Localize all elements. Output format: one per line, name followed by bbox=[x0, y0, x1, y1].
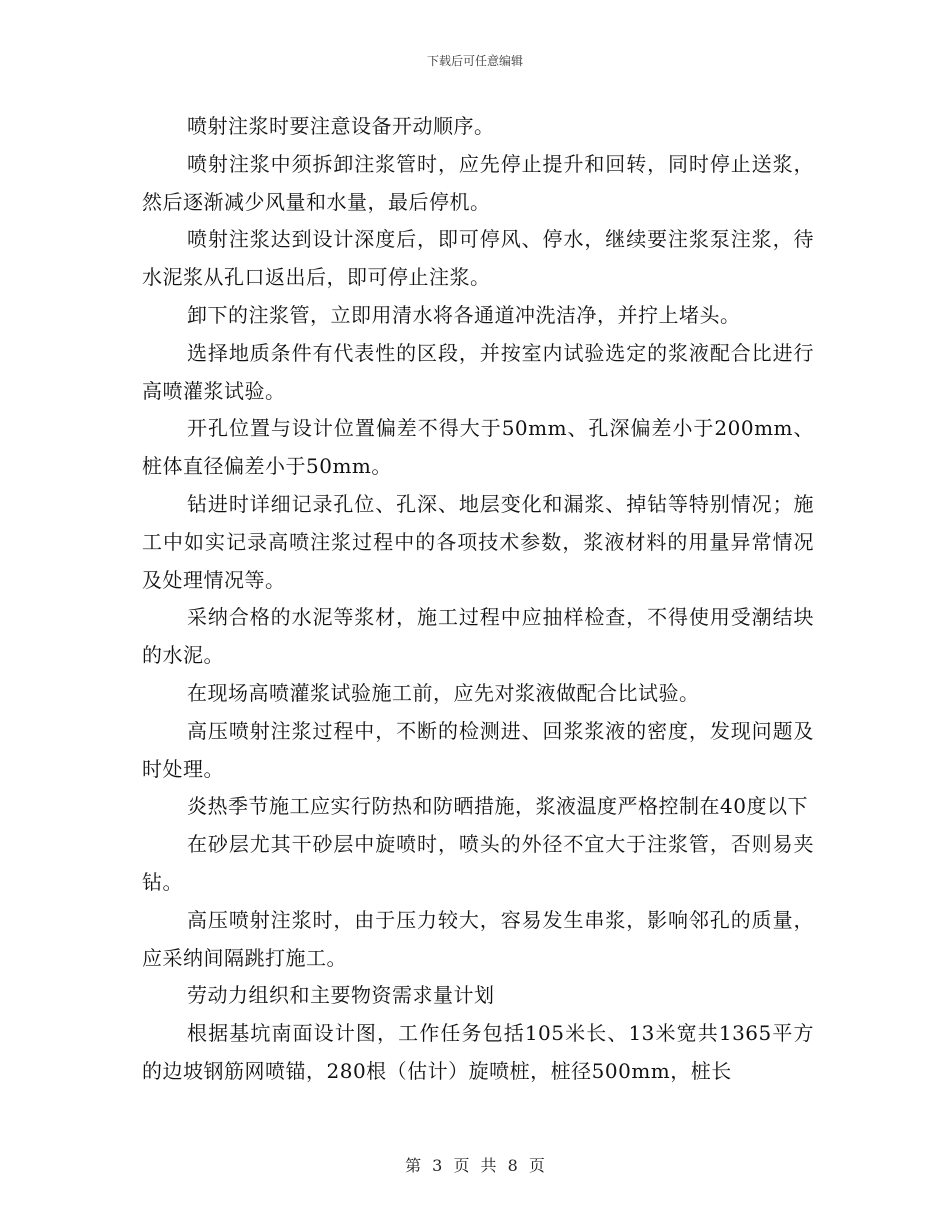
paragraph: 在现场高喷灌浆试验施工前，应先对浆液做配合比试验。 bbox=[187, 680, 700, 705]
paragraph: 喷射注浆中须拆卸注浆管时，应先停止提升和回转，同时停止送浆，然后逐渐减少风量和水量，最后停机。 bbox=[142, 151, 814, 214]
paragraph: 高压喷射注浆时，由于压力较大，容易发生串浆，影响邻孔的质量，应采纳间隔跳打施工。 bbox=[142, 907, 814, 970]
paragraph: 根据基坑南面设计图，工作任务包括105米长、13米宽共1365平方的边坡钢筋网喷锚，280根（估计）旋喷桩，桩径500mm，桩长 bbox=[142, 1021, 814, 1083]
paragraph: 卸下的注浆管，立即用清水将各通道冲洗洁净，并拧上堵头。 bbox=[187, 302, 741, 327]
paragraph: 钻进时详细记录孔位、孔深、地层变化和漏浆、掉钻等特别情况；施工中如实记录高喷注浆过程中的各项技术参数，浆液材料的用量异常情况及处理情况等。 bbox=[142, 491, 814, 592]
paragraph: 采纳合格的水泥等浆材，施工过程中应抽样检查，不得使用受潮结块的水泥。 bbox=[142, 605, 814, 668]
paragraph: 开孔位置与设计位置偏差不得大于50mm、孔深偏差小于200mm、桩体直径偏差小于50mm。 bbox=[142, 416, 814, 479]
section-heading: 劳动力组织和主要物资需求量计划 bbox=[187, 983, 495, 1008]
paragraph: 高压喷射注浆过程中，不断的检测进、回浆浆液的密度，发现问题及时处理。 bbox=[142, 718, 814, 781]
paragraph: 选择地质条件有代表性的区段，并按室内试验选定的浆液配合比进行高喷灌浆试验。 bbox=[142, 340, 814, 403]
paragraph: 喷射注浆时要注意设备开动顺序。 bbox=[187, 114, 495, 138]
paragraph: 在砂层尤其干砂层中旋喷时，喷头的外径不宜大于注浆管，否则易夹钻。 bbox=[142, 832, 814, 894]
paragraph: 炎热季节施工应实行防热和防晒措施，浆液温度严格控制在40度以下 bbox=[187, 794, 808, 819]
document-body bbox=[142, 108, 814, 1091]
paragraph: 喷射注浆达到设计深度后，即可停风、停水，继续要注浆泵注浆，待水泥浆从孔口返出后，即可停止注浆。 bbox=[142, 227, 814, 290]
page-number: 第 3 页 共 8 页 bbox=[405, 1156, 545, 1175]
page-header: 下载后可任意编辑 bbox=[426, 54, 523, 68]
